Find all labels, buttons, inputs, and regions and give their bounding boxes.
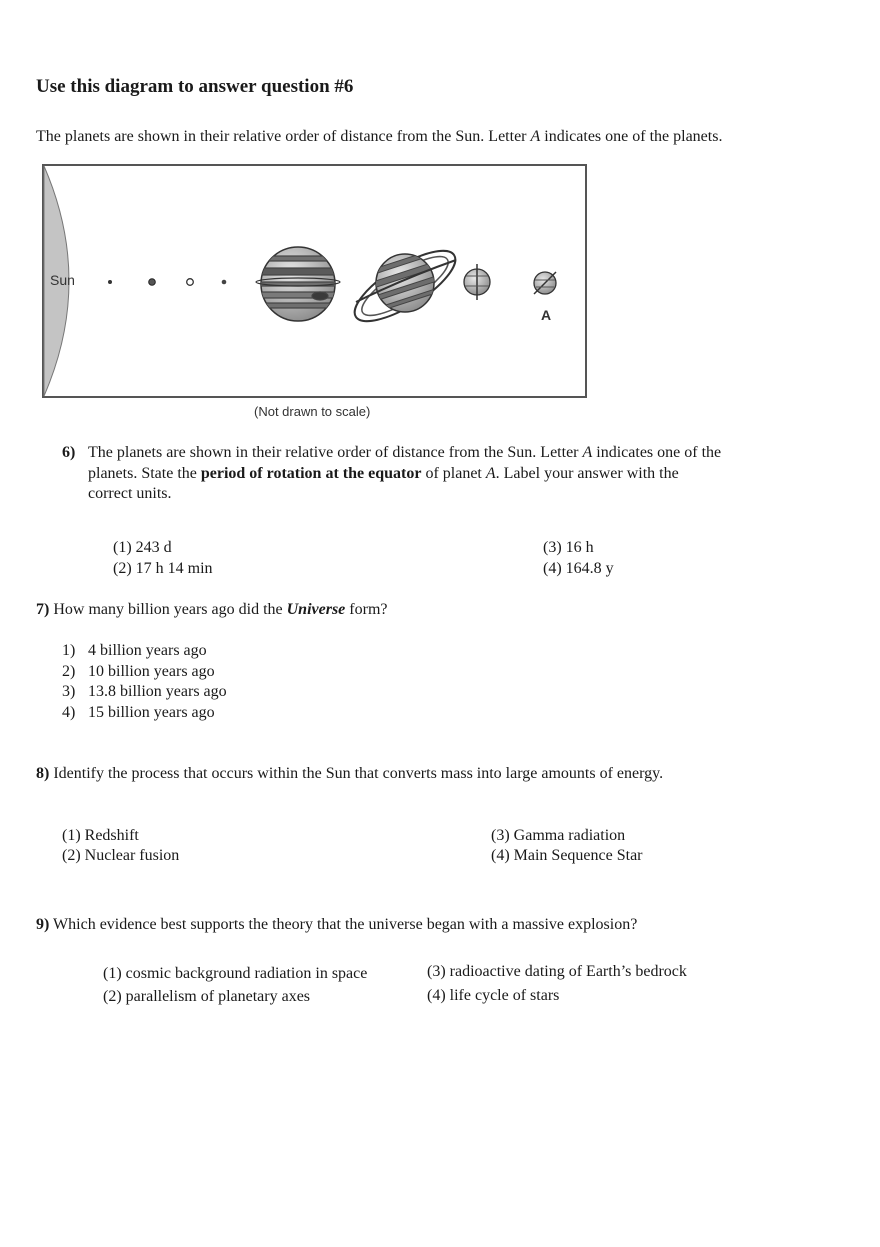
sun-label: Sun	[50, 272, 75, 288]
q7-option-3[interactable]: 13.8 billion years ago	[88, 683, 227, 700]
solar-system-diagram	[36, 160, 596, 426]
q7-option-4[interactable]: 15 billion years ago	[88, 704, 215, 721]
earth-planet	[187, 279, 194, 286]
q6-text-line2: planets. State the period of rotation at the equator of planet A. Label your answer with the	[88, 464, 679, 482]
q6-text-line1: The planets are shown in their relative order of distance from the Sun. Letter A indicates one of the	[88, 444, 722, 461]
q7-option-4-number: 4)	[62, 704, 76, 721]
q6-option-3[interactable]: (3) 16 h	[543, 539, 594, 556]
q6-option-2[interactable]: (2) 17 h 14 min	[113, 560, 213, 577]
q6-option-1[interactable]: (1) 243 d	[113, 539, 172, 556]
q8-option-4[interactable]: (4) Main Sequence Star	[491, 847, 643, 864]
q8-text: 8) Identify the process that occurs within the Sun that converts mass into large amounts of energy.	[36, 765, 664, 782]
q9-text: 9) Which evidence best supports the theory that the universe began with a massive explosion?	[36, 916, 638, 933]
q6-text-line3: correct units.	[88, 485, 172, 502]
q7-option-3-number: 3)	[62, 683, 76, 700]
planet-a-label: A	[541, 307, 552, 323]
planet-a	[534, 272, 556, 294]
q7-option-2[interactable]: 10 billion years ago	[88, 663, 215, 680]
q7-text: 7) How many billion years ago did the Universe form?	[36, 601, 388, 618]
q6-number: 6)	[62, 444, 76, 461]
intro-text: The planets are shown in their relative order of distance from the Sun. Letter A indicates one of the planets.	[36, 128, 723, 145]
diagram-caption: (Not drawn to scale)	[254, 404, 371, 419]
q7-option-2-number: 2)	[62, 663, 76, 680]
q8-option-3[interactable]: (3) Gamma radiation	[491, 827, 626, 844]
q6-option-4[interactable]: (4) 164.8 y	[543, 560, 614, 577]
page-title: Use this diagram to answer question #6	[36, 76, 354, 97]
q7-option-1-number: 1)	[62, 642, 76, 659]
q9-option-4[interactable]: (4) life cycle of stars	[427, 987, 560, 1004]
q9-option-1[interactable]: (1) cosmic background radiation in space	[103, 965, 368, 982]
q9-option-3[interactable]: (3) radioactive dating of Earth’s bedrock	[427, 963, 687, 980]
q8-option-1[interactable]: (1) Redshift	[62, 827, 139, 844]
q7-option-1[interactable]: 4 billion years ago	[88, 642, 207, 659]
mars-planet	[222, 280, 227, 285]
venus-planet	[149, 279, 156, 286]
q8-option-2[interactable]: (2) Nuclear fusion	[62, 847, 180, 864]
mercury-planet	[108, 280, 112, 284]
q9-option-2[interactable]: (2) parallelism of planetary axes	[103, 988, 311, 1005]
